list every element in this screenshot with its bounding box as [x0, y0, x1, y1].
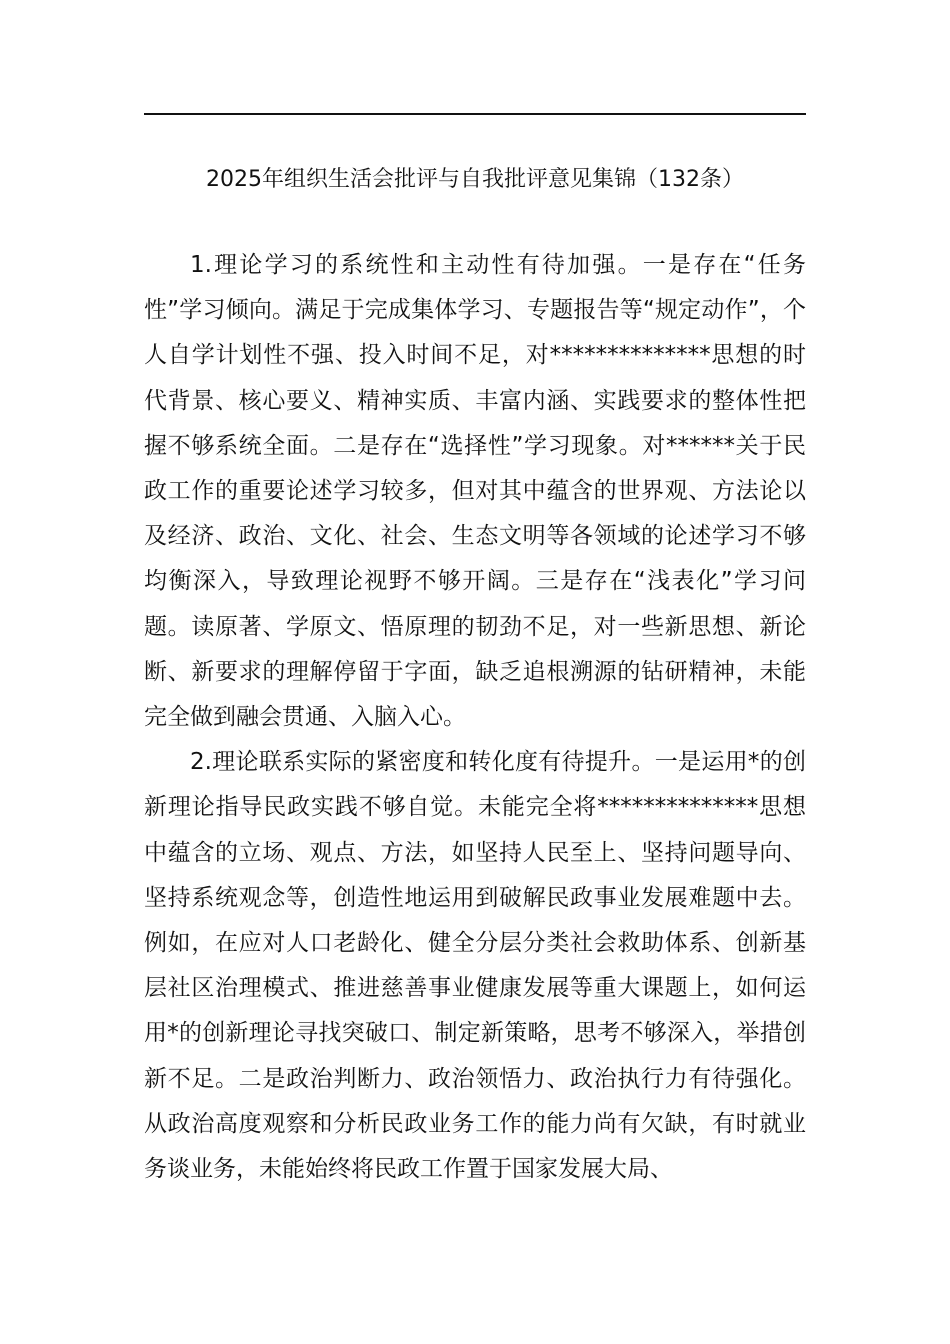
paragraph-2: 2.理论联系实际的紧密度和转化度有待提升。一是运用*的创新理论指导民政实践不够自觉。未能完全将**************思想中蕴含的立场、观点、方法，如坚持人民至上、坚持问题导向、坚持系统观念等，创造性地运用到破解民政事业发展难题中去。例如，在应对人口老龄化、健全分层分类社会救助体系、创新基层社区治理模式、推进慈善事业健康发展等重大课题上，如何运用*的创新理论寻找突破口、制定新策略，思考不够深入，举措创新不足。二是政治判断力、政治领悟力、政治执行力有待强化。从政治高度观察和分析民政业务工作的能力尚有欠缺，有时就业务谈业务，未能始终将民政工作置于国家发展大局、	[144, 749, 806, 1183]
document-body	[144, 243, 806, 1192]
paragraph-1: 1.理论学习的系统性和主动性有待加强。一是存在“任务性”学习倾向。满足于完成集体学习、专题报告等“规定动作”，个人自学计划性不强、投入时间不足，对**************思想的时代背景、核心要义、精神实质、丰富内涵、实践要求的整体性把握不够系统全面。二是存在“选择性”学习现象。对******关于民政工作的重要论述学习较多，但对其中蕴含的世界观、方法论以及经济、政治、文化、社会、生态文明等各领域的论述学习不够均衡深入，导致理论视野不够开阔。三是存在“浅表化”学习问题。读原著、学原文、悟原理的韧劲不足，对一些新思想、新论断、新要求的理解停留于字面，缺乏追根溯源的钻研精神，未能完全做到融会贯通、入脑入心。	[144, 252, 806, 731]
header-rule	[144, 113, 806, 115]
document-title: 2025年组织生活会批评与自我批评意见集锦（132条）	[206, 167, 744, 192]
